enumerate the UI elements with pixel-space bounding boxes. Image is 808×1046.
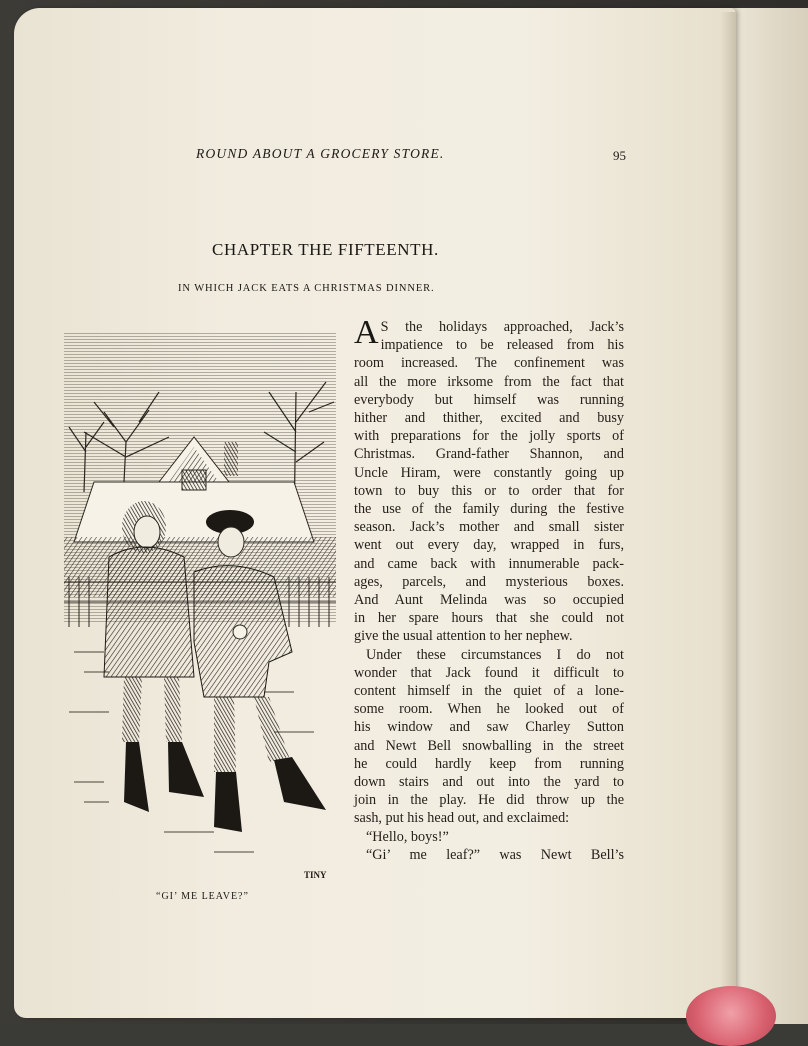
- body-line: season. Jack’s mother and small sister: [354, 519, 624, 536]
- body-line: his window and saw Charley Sutton: [354, 719, 624, 736]
- body-line: ages, parcels, and mysterious boxes.: [354, 573, 624, 590]
- body-line: Christmas. Grand-father Shannon, and: [354, 446, 624, 463]
- body-line: all the more irksome from the fact that: [354, 373, 624, 390]
- body-line: give the usual attention to her nephew.: [354, 628, 573, 645]
- chapter-body: [354, 314, 624, 864]
- body-line: “Gi’ me leaf?” was Newt Bell’s: [366, 846, 624, 863]
- body-line: some room. When he looked out of: [354, 701, 624, 718]
- body-line: hither and thither, excited and busy: [354, 410, 624, 427]
- body-line: room increased. The confinement was: [354, 355, 624, 372]
- body-line: and Newt Bell snowballing in the street: [354, 737, 624, 754]
- body-line: sash, put his head out, and exclaimed:: [354, 810, 570, 827]
- drop-cap: A: [354, 314, 379, 351]
- body-line: down stairs and out into the yard to: [354, 774, 624, 791]
- artist-signature: TINY: [304, 870, 327, 880]
- body-line: he could hardly keep from running: [354, 755, 624, 772]
- body-line: town to buy this or to order that for: [354, 482, 624, 499]
- body-line: with preparations for the jolly sports of: [354, 428, 624, 445]
- body-line: wonder that Jack found it difficult to: [354, 664, 624, 681]
- body-line: Under these circumstances I do not: [366, 646, 624, 663]
- body-line: impatience to be released from his: [380, 337, 624, 354]
- body-line: content himself in the quiet of a lone-: [354, 683, 624, 700]
- body-line: in her spare hours that she could not: [354, 610, 624, 627]
- illustration-two-boys-in-snow: [64, 332, 336, 880]
- page-gutter-shadow: [720, 12, 736, 1012]
- running-head: ROUND ABOUT A GROCERY STORE.: [196, 146, 445, 161]
- body-line: S the holidays approached, Jack’s: [380, 319, 624, 335]
- body-line: the use of the family during the festive: [354, 501, 624, 518]
- illustration-caption: “GI’ ME LEAVE?”: [156, 891, 249, 902]
- body-line: Uncle Hiram, were constantly going up: [354, 464, 624, 481]
- body-line: and came back with innumerable pack-: [354, 555, 624, 572]
- body-line: went out every day, wrapped in furs,: [354, 537, 624, 554]
- body-line: And Aunt Melinda was so occupied: [354, 592, 624, 609]
- chapter-subtitle: IN WHICH JACK EATS A CHRISTMAS DINNER.: [178, 283, 435, 294]
- fingertip: [686, 986, 776, 1046]
- body-line: join in the play. He did throw up the: [354, 792, 624, 809]
- body-line: “Hello, boys!”: [366, 828, 449, 845]
- body-line: everybody but himself was running: [354, 391, 624, 408]
- chapter-title: CHAPTER THE FIFTEENTH.: [212, 240, 439, 259]
- page-number: 95: [613, 148, 626, 163]
